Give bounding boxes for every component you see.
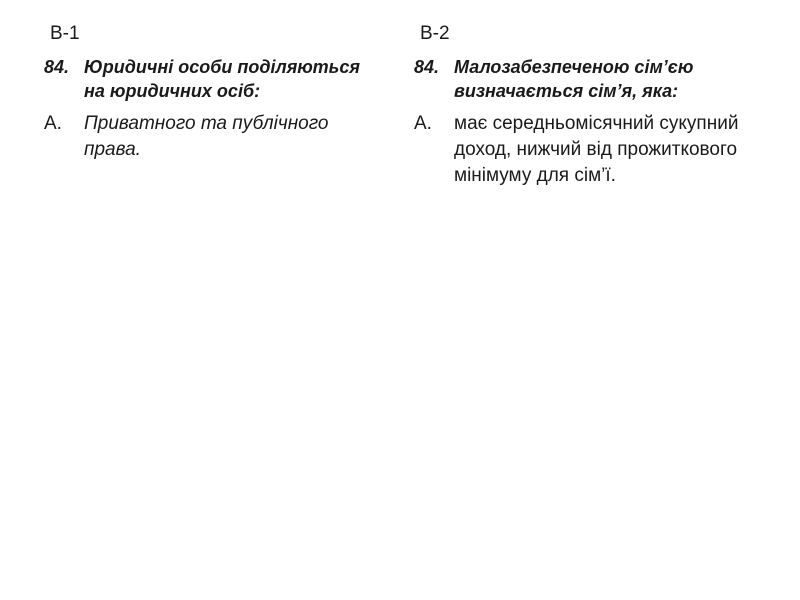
variant-label: В-1 <box>50 23 80 44</box>
question <box>44 55 384 103</box>
answer-text: має середньомісячний сукупний доход, нижчий від прожиткового мінімуму для сім’ї. <box>454 113 739 186</box>
answer-text: Приватного та публічного права. <box>84 113 329 160</box>
left-column <box>44 22 384 163</box>
question-number: 84. <box>414 57 440 77</box>
variant-label: В-2 <box>420 23 450 44</box>
question <box>414 55 754 103</box>
answer <box>414 111 754 189</box>
right-column <box>414 22 754 189</box>
answer <box>44 111 384 163</box>
question-text: Юридичні особи поділяються на юридичних осіб: <box>84 57 360 101</box>
answer-letter: А. <box>414 113 432 134</box>
answer-letter: А. <box>44 113 62 134</box>
question-text: Малозабезпеченою сім’єю визначається сім’я, яка: <box>454 57 694 101</box>
question-number: 84. <box>44 57 70 77</box>
